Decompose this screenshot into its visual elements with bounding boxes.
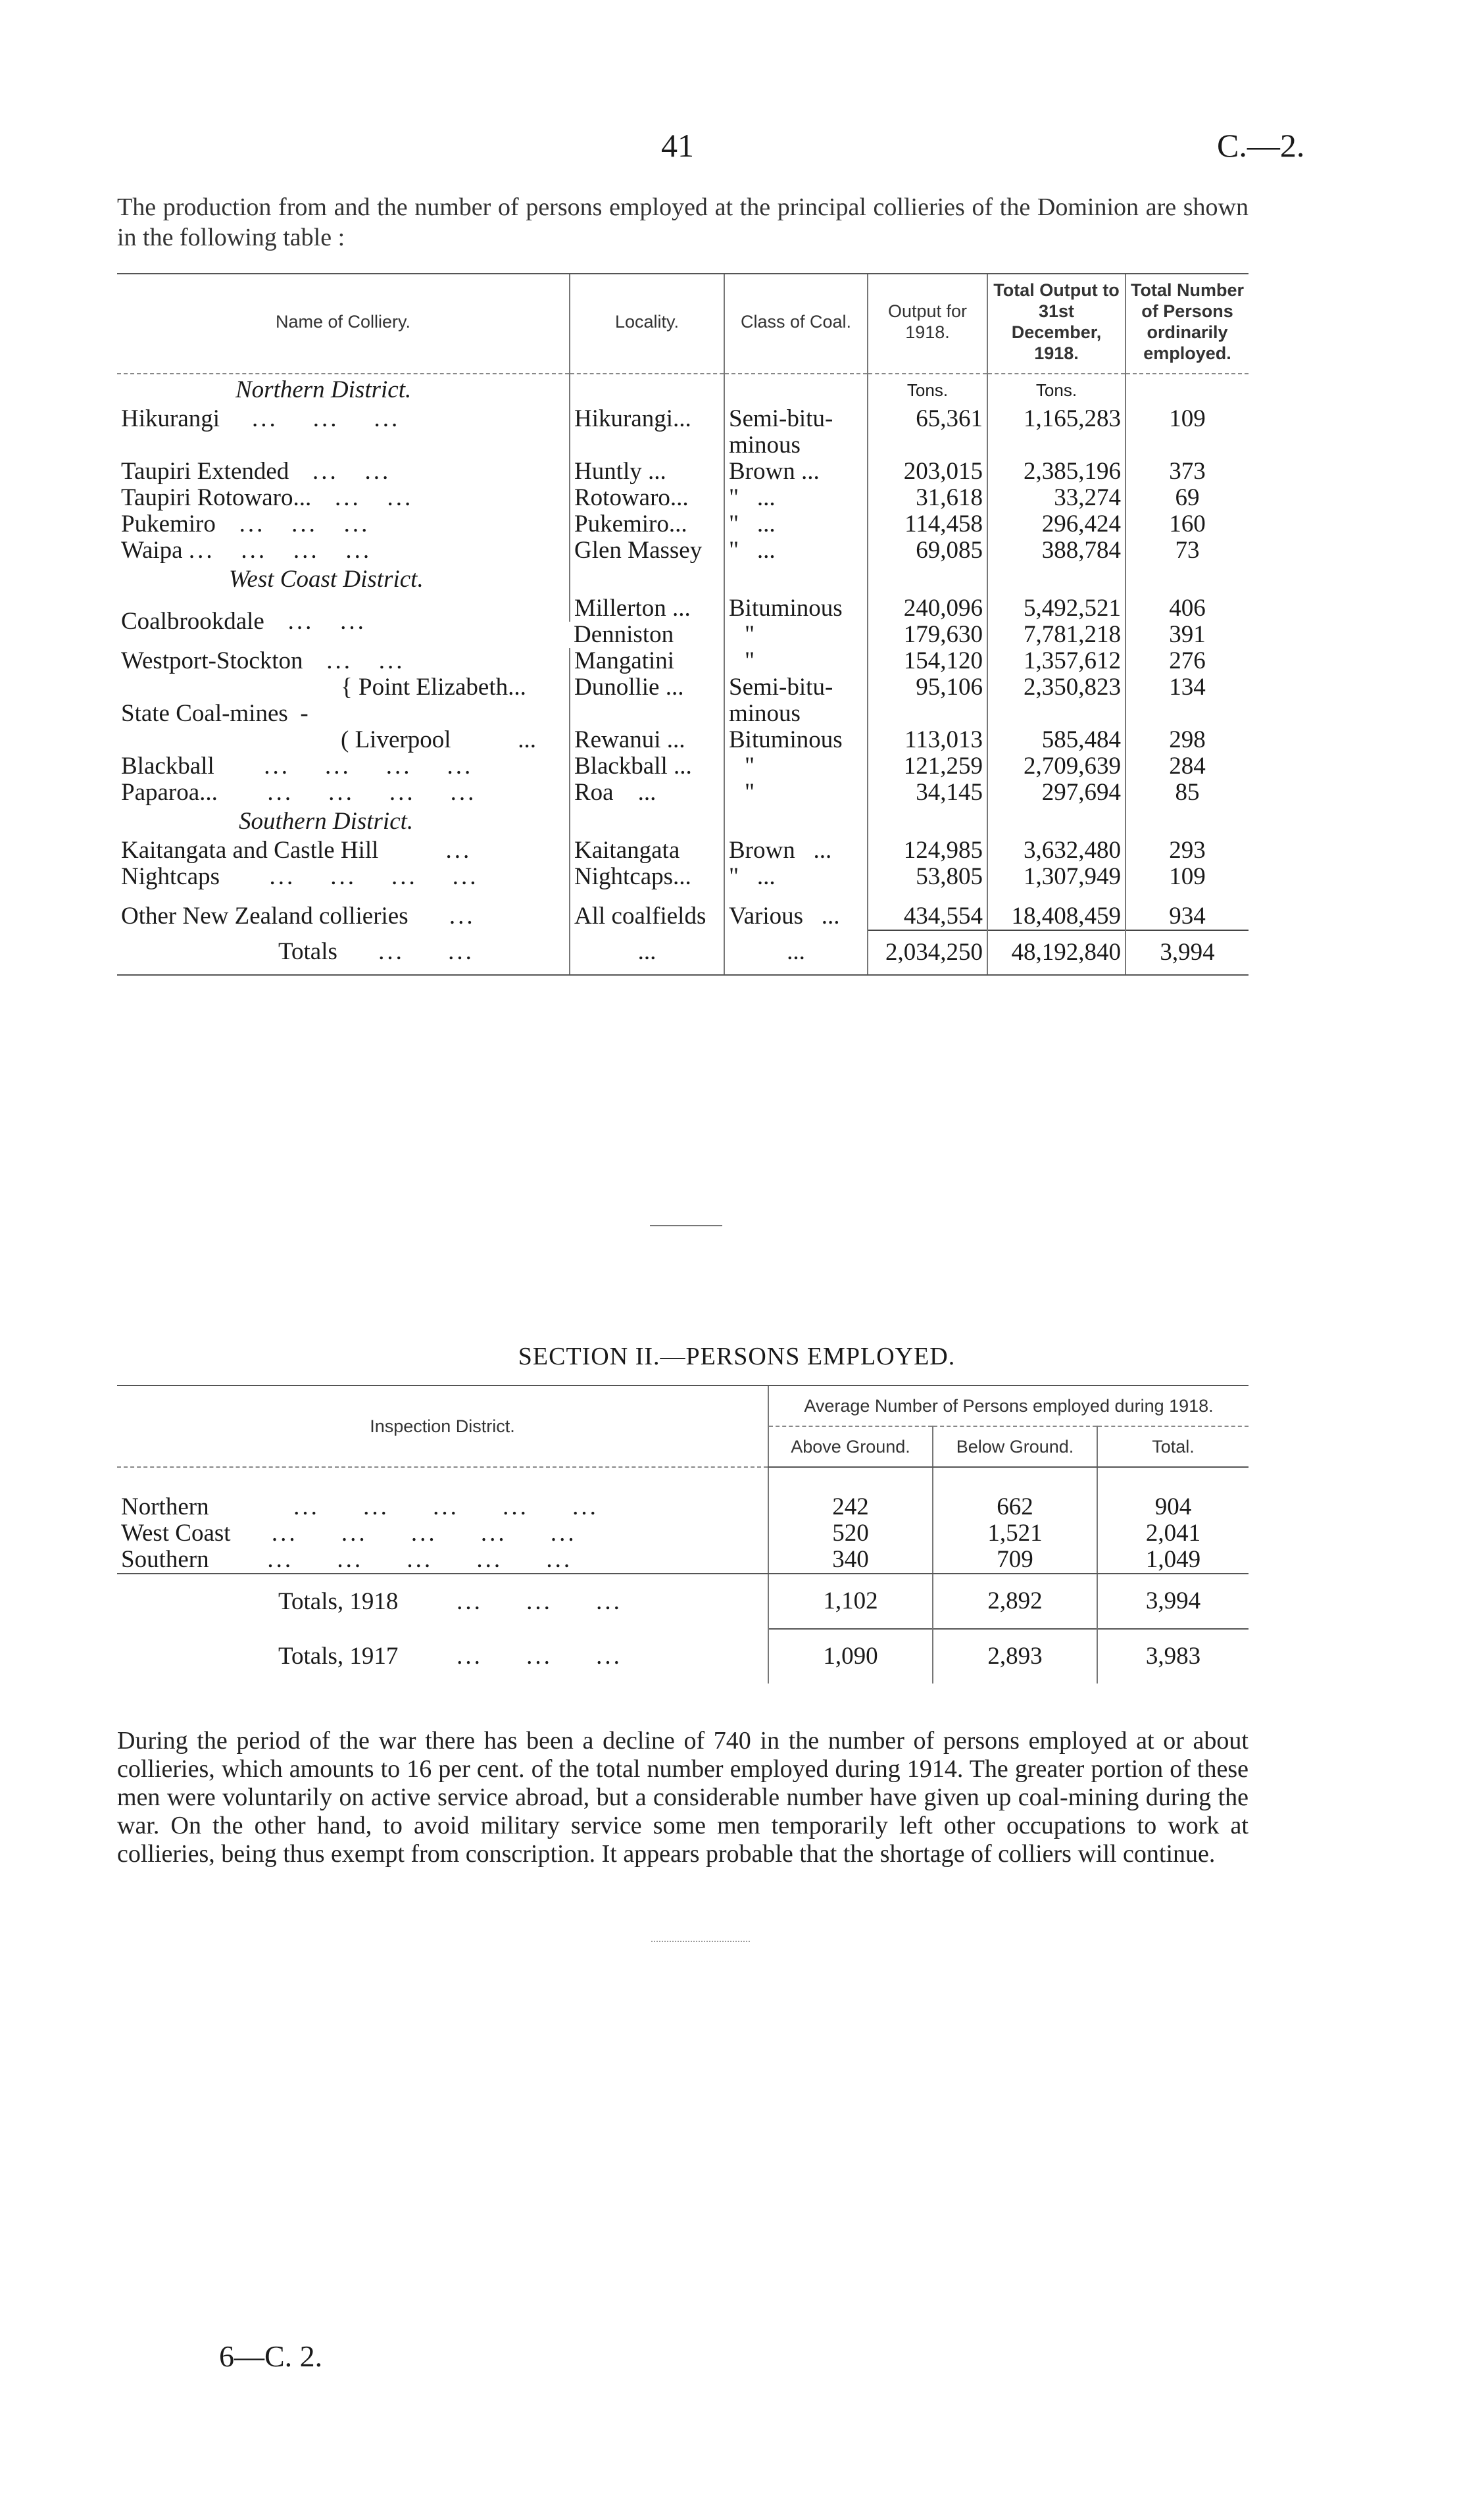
locality: Rewanui ... — [570, 727, 724, 753]
document-code: C.—2. — [1217, 127, 1305, 164]
locality: Huntly — [574, 458, 642, 485]
coal-class: " — [724, 753, 868, 780]
table-row: West Coast ... ... ... ... ... 520 1,521 2,041 — [117, 1520, 1249, 1547]
output: 114,458 — [868, 511, 987, 537]
table-row: Westport-Stockton ... ... Mangatini " 154,120 1,357,612 276 — [117, 648, 1249, 674]
district-northern: Northern District. — [235, 376, 412, 403]
total: 1,049 — [1097, 1547, 1249, 1574]
locality: Hikurangi... — [570, 406, 724, 432]
total: 2,041 — [1097, 1520, 1249, 1547]
above-ground: 242 — [768, 1494, 933, 1520]
header-total: Total. — [1097, 1426, 1249, 1467]
colliery-name: State Coal-mines — [121, 700, 288, 727]
total-output: 1,307,949 — [987, 864, 1125, 890]
coal-class: minous — [724, 701, 868, 727]
coal-class: Brown — [729, 837, 795, 864]
colliery-name: Taupiri Extended — [121, 458, 289, 485]
total-output: 388,784 — [987, 537, 1125, 564]
district-row — [117, 806, 1249, 837]
output: 34,145 — [868, 780, 987, 806]
header-below: Below Ground. — [933, 1426, 1097, 1467]
persons: 284 — [1125, 753, 1249, 780]
colliery-name: Paparoa... — [121, 779, 218, 806]
coal-class: " — [729, 537, 739, 564]
header-group: Average Number of Persons employed during 1918. — [768, 1386, 1249, 1426]
coal-class: minous — [724, 432, 868, 459]
table-row: State Coal-mines - minous — [117, 701, 1249, 727]
locality: Roa — [574, 779, 614, 806]
table-row: Coalbrookdale ... ... Millerton ... Bituminous 240,096 5,492,521 406 — [117, 595, 1249, 622]
closing-divider — [651, 1941, 750, 1942]
table-row: Paparoa... ... ... ... ... Roa ... " 34,145 297,694 85 — [117, 780, 1249, 806]
above-ground: 520 — [768, 1520, 933, 1547]
output: 124,985 — [868, 837, 987, 864]
header-total-output: Total Output to 31st December, 1918. — [987, 274, 1125, 374]
locality: Denniston — [574, 621, 674, 648]
total-output: 297,694 — [987, 780, 1125, 806]
persons: 373 — [1125, 459, 1249, 485]
table-row: Other New Zealand collieries ... All coalfields Various ... 434,554 18,408,459 934 — [117, 903, 1249, 930]
table-header-row — [117, 274, 1249, 374]
locality: Dunollie ... — [570, 674, 724, 701]
totals-output: 2,034,250 — [868, 930, 987, 974]
header-locality: Locality. — [570, 274, 724, 374]
below-ground: 709 — [933, 1547, 1097, 1574]
total-output: 2,385,196 — [987, 459, 1125, 485]
persons: 109 — [1125, 864, 1249, 890]
header-output: Output for 1918. — [868, 274, 987, 374]
header-persons: Total Number of Persons ordinarily employed. — [1125, 274, 1249, 374]
below-ground: 2,892 — [933, 1574, 1097, 1629]
district-southern: Southern District. — [239, 808, 414, 835]
body-paragraph: During the period of the war there has been a decline of 740 in the number of persons employed at or about collieries, which amounts to 16 per cent. of the total number employed during 1914. The greater portion of these men were voluntarily on active service abroad, but a considerable number have given up coal-mining during the war. On the other hand, to avoid military service some men temporarily left other occupations to work at collieries, being thus exempt from conscription. It appears probable that the shortage of colliers will continue. — [117, 1727, 1249, 1868]
persons: 293 — [1125, 837, 1249, 864]
persons: 298 — [1125, 727, 1249, 753]
colliery-name: Kaitangata and Castle Hill — [121, 837, 379, 864]
locality: Mangatini — [570, 648, 724, 674]
header-class: Class of Coal. — [724, 274, 868, 374]
persons: 276 — [1125, 648, 1249, 674]
output: 95,106 — [868, 674, 987, 701]
output: 434,554 — [868, 903, 987, 930]
output: 31,618 — [868, 485, 987, 511]
locality: Blackball ... — [570, 753, 724, 780]
colliery-name: Blackball — [121, 753, 214, 780]
table-row: Pukemiro ... ... ... Pukemiro... " ... 114,458 296,424 160 — [117, 511, 1249, 537]
units-total: Tons. — [987, 374, 1125, 406]
district-name: Southern — [121, 1546, 209, 1573]
total: 904 — [1097, 1494, 1249, 1520]
persons: 134 — [1125, 674, 1249, 701]
locality: Pukemiro... — [570, 511, 724, 537]
coal-class: " — [729, 511, 739, 537]
total-output: 5,492,521 — [987, 595, 1125, 622]
persons-employed-table — [117, 1385, 1249, 1683]
totals-total-output: 48,192,840 — [987, 930, 1125, 974]
colliery-name: Other New Zealand collieries — [121, 903, 408, 930]
total-output: 585,484 — [987, 727, 1125, 753]
district-name: Northern — [121, 1493, 209, 1520]
output: 65,361 — [868, 406, 987, 432]
district-row — [117, 374, 1249, 406]
colliery-name: Taupiri Rotowaro... — [121, 484, 312, 511]
output: 179,630 — [868, 622, 987, 648]
locality: All coalfields — [570, 903, 724, 930]
totals-label: Totals, 1918 — [278, 1587, 399, 1615]
output: 203,015 — [868, 459, 987, 485]
totals-label: Totals, 1917 — [278, 1642, 399, 1670]
coal-class: Brown — [729, 458, 795, 485]
persons: 160 — [1125, 511, 1249, 537]
totals-persons: 3,994 — [1125, 930, 1249, 974]
below-ground: 662 — [933, 1494, 1097, 1520]
locality: Nightcaps... — [570, 864, 724, 890]
coal-class: " — [724, 622, 868, 648]
output: 154,120 — [868, 648, 987, 674]
total-output: 2,350,823 — [987, 674, 1125, 701]
persons: 391 — [1125, 622, 1249, 648]
table-row: Taupiri Rotowaro... ... ... Rotowaro... " ... 31,618 33,274 69 — [117, 485, 1249, 511]
above-ground: 1,102 — [768, 1574, 933, 1629]
table-row: { Point Elizabeth... Dunollie ... Semi-bitu- 95,106 2,350,823 134 — [117, 674, 1249, 701]
output: 69,085 — [868, 537, 987, 564]
colliery-name: Hikurangi — [121, 405, 220, 432]
coal-class: Semi-bitu- — [724, 674, 868, 701]
district-row — [117, 564, 1249, 595]
header-district: Inspection District. — [117, 1386, 768, 1467]
table-row: Southern ... ... ... ... ... 340 709 1,049 — [117, 1547, 1249, 1574]
total-output: 18,408,459 — [987, 903, 1125, 930]
coal-class: Bituminous — [724, 595, 868, 622]
table-row: Nightcaps ... ... ... ... Nightcaps... " ... 53,805 1,307,949 109 — [117, 864, 1249, 890]
table-row: Hikurangi ... ... ... Hikurangi... Semi-bitu- 65,361 1,165,283 109 — [117, 406, 1249, 432]
total-output: 2,709,639 — [987, 753, 1125, 780]
footer-code: 6—C. 2. — [219, 2339, 323, 2373]
total: 3,994 — [1097, 1574, 1249, 1629]
coal-class: " — [729, 863, 739, 890]
coal-class: " — [724, 648, 868, 674]
totals-label: Totals — [278, 938, 337, 965]
section-title: SECTION II.—PERSONS EMPLOYED. — [518, 1343, 956, 1370]
table-header-row — [117, 1386, 1249, 1426]
collieries-table — [117, 273, 1249, 976]
section-divider — [650, 1225, 722, 1226]
table-row: ( Liverpool ... Rewanui ... Bituminous 113,013 585,484 298 — [117, 727, 1249, 753]
below-ground: 1,521 — [933, 1520, 1097, 1547]
table-row: Northern ... ... ... ... ... 242 662 904 — [117, 1494, 1249, 1520]
coal-class: Bituminous — [724, 727, 868, 753]
total-output: 33,274 — [987, 485, 1125, 511]
below-ground: 2,893 — [933, 1629, 1097, 1683]
locality: Millerton ... — [570, 595, 724, 622]
coal-class: Semi-bitu- — [724, 406, 868, 432]
sub-colliery-name: Liverpool — [355, 726, 451, 753]
intro-text: The production from and the number of persons employed at the principal collieries of the Dominion are shown in the following table : — [117, 193, 1249, 251]
totals-row: Totals, 1917 ... ... ... 1,090 2,893 3,983 — [117, 1629, 1249, 1683]
page-number: 41 — [661, 127, 694, 164]
spacer-row — [117, 890, 1249, 903]
locality: Glen Massey — [570, 537, 724, 564]
coal-class: " — [729, 484, 739, 511]
table-row: Blackball ... ... ... ... Blackball ... " 121,259 2,709,639 284 — [117, 753, 1249, 780]
locality: Rotowaro... — [570, 485, 724, 511]
output: 53,805 — [868, 864, 987, 890]
header-above: Above Ground. — [768, 1426, 933, 1467]
units-output: Tons. — [868, 374, 987, 406]
totals-row: Totals ... ... ... ... 2,034,250 48,192,840 3,994 — [117, 930, 1249, 974]
colliery-name: Waipa — [121, 537, 183, 564]
totals-locality: ... — [570, 930, 724, 974]
total-output: 296,424 — [987, 511, 1125, 537]
colliery-name: Coalbrookdale — [121, 608, 264, 635]
colliery-name: Pukemiro — [121, 511, 216, 537]
total-output: 1,357,612 — [987, 648, 1125, 674]
coal-class: Various — [729, 903, 804, 930]
total: 3,983 — [1097, 1629, 1249, 1683]
above-ground: 1,090 — [768, 1629, 933, 1683]
colliery-name: Nightcaps — [121, 863, 220, 890]
totals-class: ... — [724, 930, 868, 974]
coal-class: " — [724, 780, 868, 806]
persons: 85 — [1125, 780, 1249, 806]
sub-colliery-name: Point Elizabeth... — [359, 674, 526, 701]
total-output: 7,781,218 — [987, 622, 1125, 648]
table-row: Waipa ... ... ... ... Glen Massey " ... 69,085 388,784 73 — [117, 537, 1249, 564]
total-output: 3,632,480 — [987, 837, 1125, 864]
colliery-name: Westport-Stockton — [121, 647, 303, 674]
above-ground: 340 — [768, 1547, 933, 1574]
table-row — [117, 432, 1249, 459]
locality: Kaitangata — [570, 837, 724, 864]
persons: 406 — [1125, 595, 1249, 622]
table-row: Taupiri Extended ... ... Huntly ... Brown ... 203,015 2,385,196 373 — [117, 459, 1249, 485]
persons: 69 — [1125, 485, 1249, 511]
district-name: West Coast — [121, 1520, 231, 1547]
district-west-coast: West Coast District. — [229, 566, 424, 593]
total-output: 1,165,283 — [987, 406, 1125, 432]
totals-row: Totals, 1918 ... ... ... 1,102 2,892 3,994 — [117, 1574, 1249, 1629]
output: 240,096 — [868, 595, 987, 622]
persons: 934 — [1125, 903, 1249, 930]
persons: 109 — [1125, 406, 1249, 432]
table-row: Kaitangata and Castle Hill ... Kaitangata Brown ... 124,985 3,632,480 293 — [117, 837, 1249, 864]
output: 113,013 — [868, 727, 987, 753]
header-name: Name of Colliery. — [117, 274, 570, 374]
persons: 73 — [1125, 537, 1249, 564]
output: 121,259 — [868, 753, 987, 780]
